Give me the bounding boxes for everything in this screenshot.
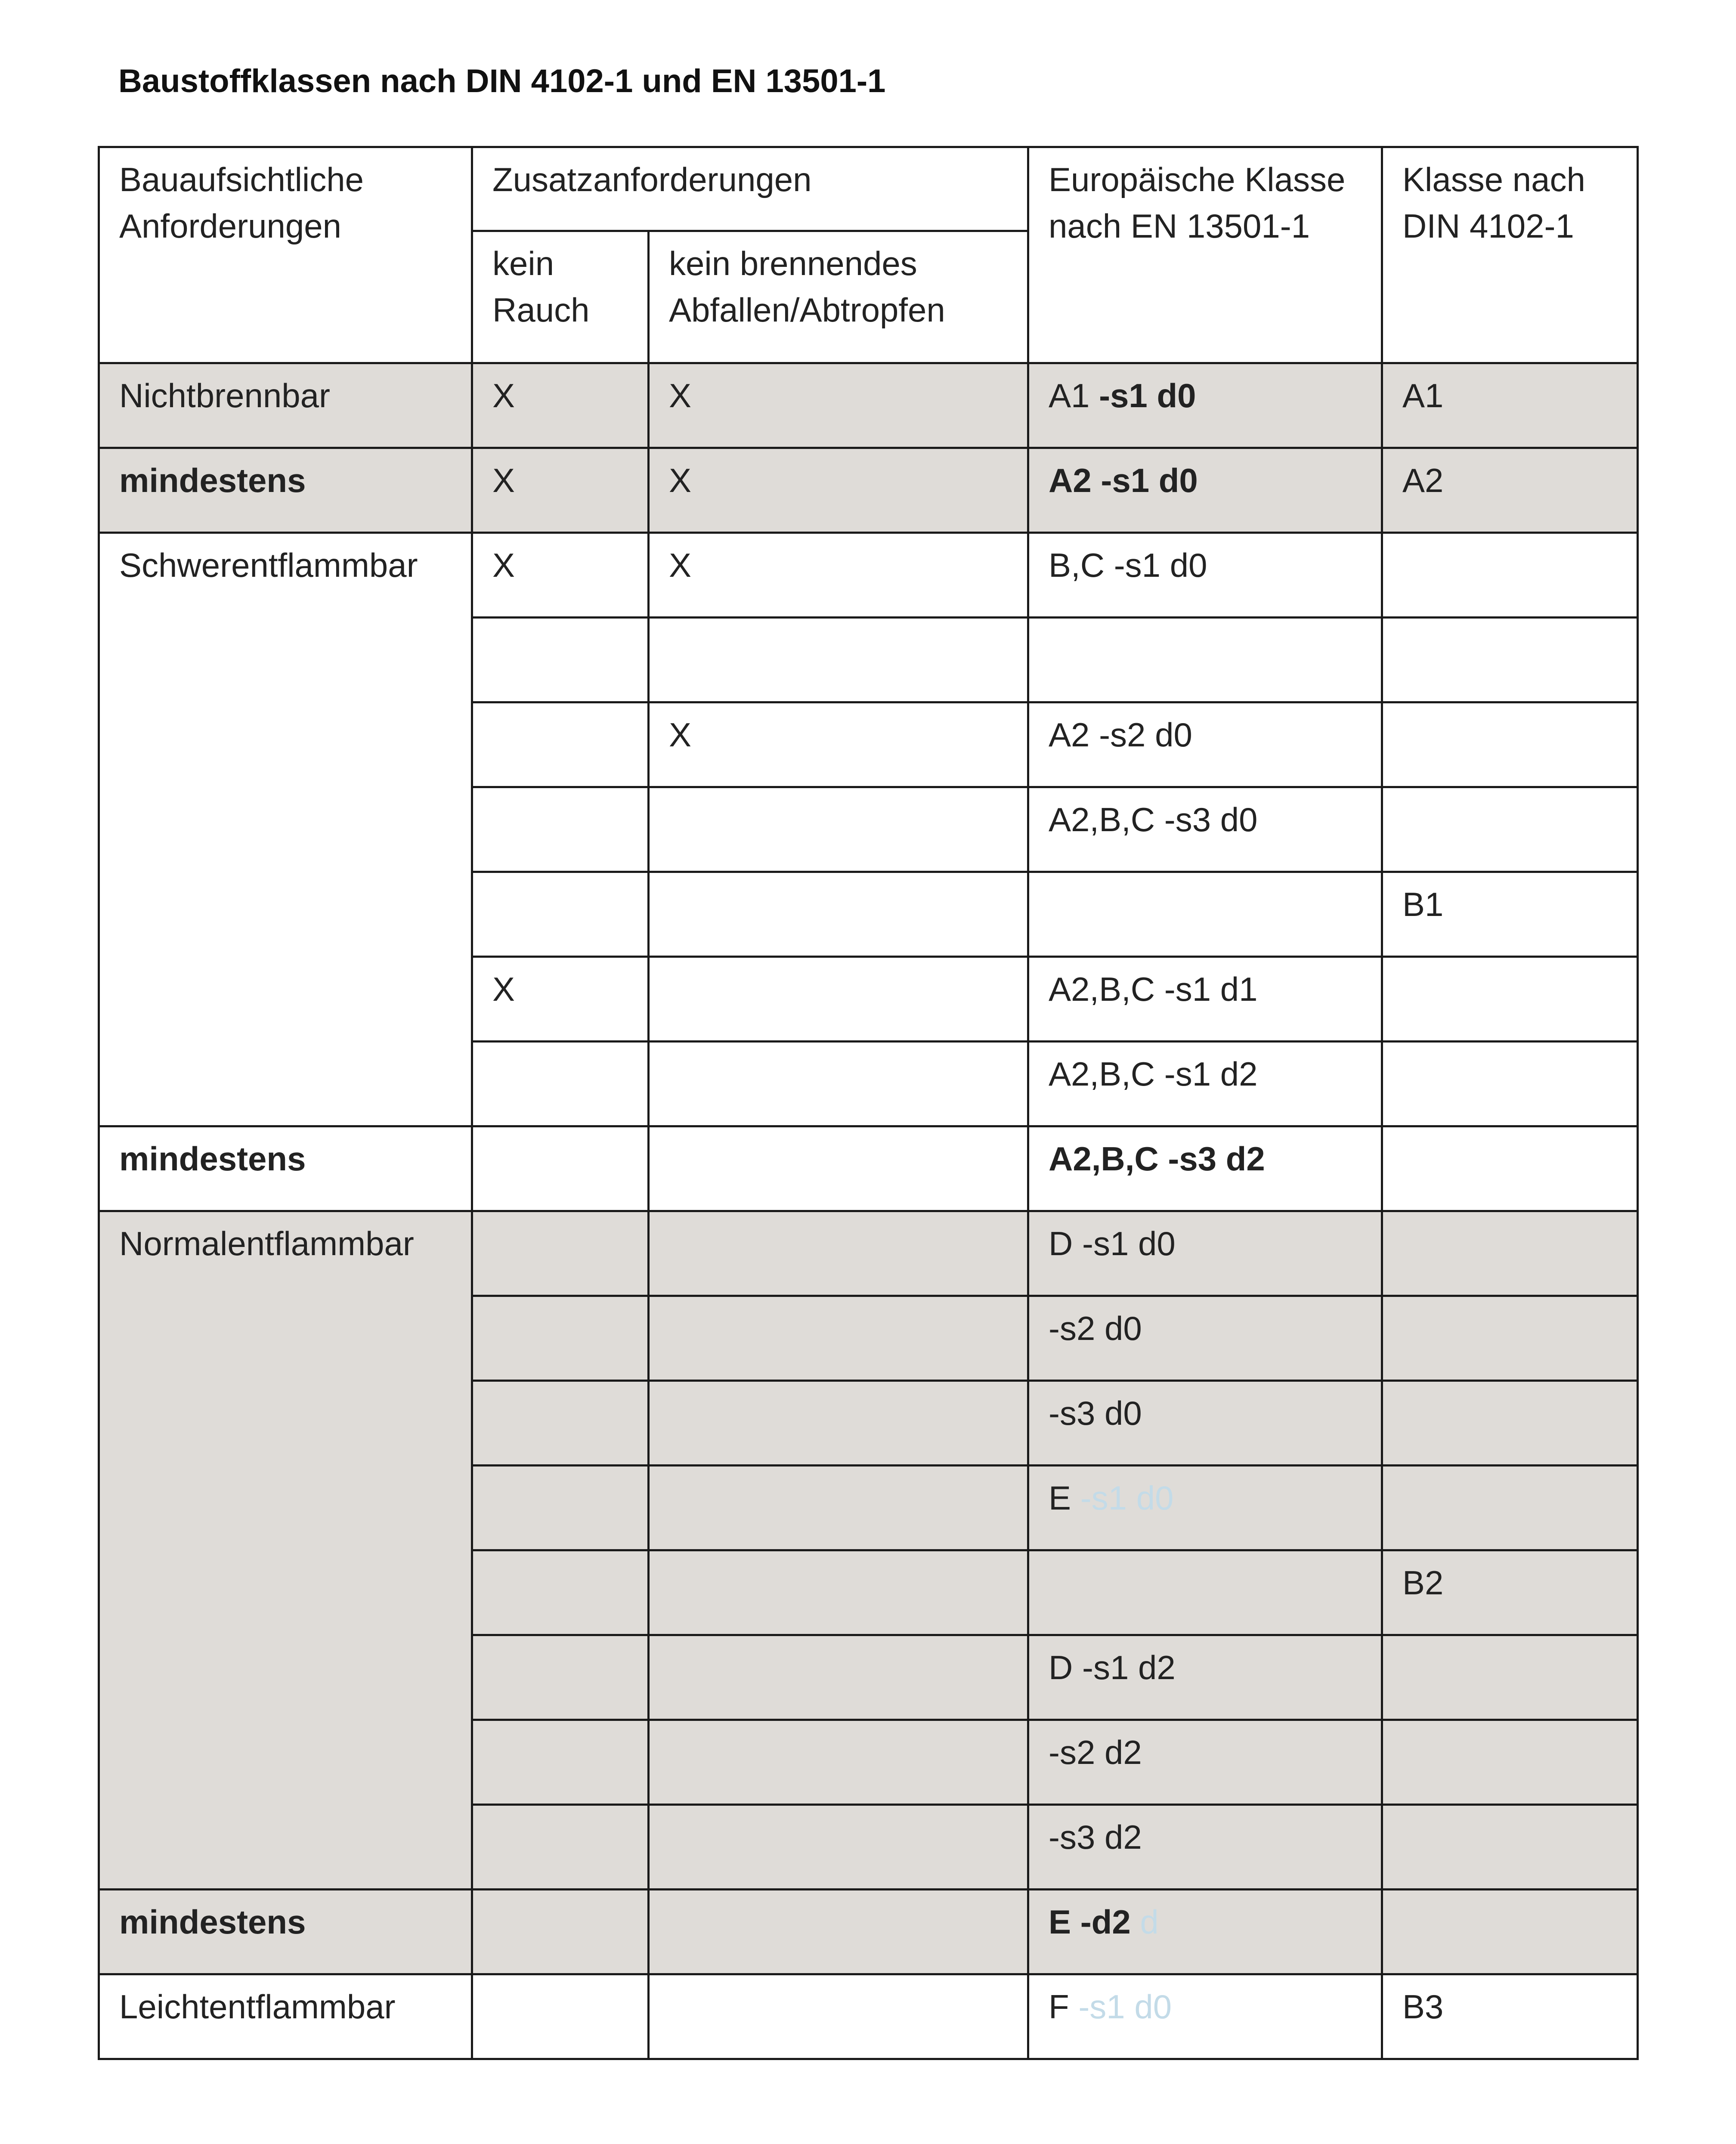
din-class-cell — [1382, 1381, 1638, 1466]
din-class-cell — [1382, 1890, 1638, 1974]
din-class-cell: B2 — [1382, 1550, 1638, 1635]
abtropfen-cell — [649, 1720, 1028, 1805]
abtropfen-cell: X — [649, 533, 1028, 618]
rauch-cell: X — [472, 448, 649, 533]
abtropfen-cell: X — [649, 702, 1028, 787]
eu-class-cell — [1028, 1550, 1382, 1635]
header-europaeische-klasse: Europäische Klasse nach EN 13501-1 — [1028, 147, 1382, 363]
eu-class-text: F — [1049, 1988, 1079, 2026]
rauch-cell: X — [472, 533, 649, 618]
requirement-cell: mindestens — [99, 1126, 472, 1211]
din-class-cell — [1382, 1042, 1638, 1126]
requirement-cell: mindestens — [99, 1890, 472, 1974]
abtropfen-cell — [649, 1466, 1028, 1550]
rauch-cell: X — [472, 957, 649, 1042]
abtropfen-cell — [649, 1974, 1028, 2059]
requirement-cell: Schwerentflammbar — [99, 533, 472, 1126]
din-class-cell — [1382, 1126, 1638, 1211]
requirement-cell: Normalentflammbar — [99, 1211, 472, 1890]
din-class-cell — [1382, 1720, 1638, 1805]
eu-class-cell: A2,B,C -s1 d1 — [1028, 957, 1382, 1042]
abtropfen-cell — [649, 1042, 1028, 1126]
din-class-cell: A2 — [1382, 448, 1638, 533]
eu-class-cell: -s3 d2 — [1028, 1805, 1382, 1890]
eu-class-faint-text: d — [1130, 1903, 1159, 1941]
din-class-cell — [1382, 533, 1638, 618]
din-class-cell — [1382, 1635, 1638, 1720]
rauch-cell — [472, 872, 649, 957]
table-row — [99, 363, 1638, 448]
table-row — [99, 1211, 1638, 1296]
din-class-cell — [1382, 787, 1638, 872]
rauch-cell — [472, 1890, 649, 1974]
header-row-top — [99, 147, 1638, 231]
din-class-cell: B3 — [1382, 1974, 1638, 2059]
rauch-cell — [472, 1805, 649, 1890]
din-class-cell — [1382, 957, 1638, 1042]
din-class-cell — [1382, 1805, 1638, 1890]
header-kein-rauch: kein Rauch — [472, 231, 649, 363]
abtropfen-cell — [649, 1550, 1028, 1635]
rauch-cell — [472, 787, 649, 872]
eu-class-text: E — [1049, 1479, 1080, 1517]
eu-class-cell: A2,B,C -s3 d2 — [1028, 1126, 1382, 1211]
eu-class-cell: D -s1 d2 — [1028, 1635, 1382, 1720]
rauch-cell — [472, 1550, 649, 1635]
rauch-cell — [472, 1635, 649, 1720]
eu-class-cell: B,C -s1 d0 — [1028, 533, 1382, 618]
table-row — [99, 533, 1638, 618]
eu-class-cell — [1028, 872, 1382, 957]
eu-class-cell — [1028, 1890, 1382, 1974]
table-row — [99, 1890, 1638, 1974]
eu-class-cell: A2,B,C -s3 d0 — [1028, 787, 1382, 872]
abtropfen-cell — [649, 872, 1028, 957]
rauch-cell — [472, 1042, 649, 1126]
din-class-cell — [1382, 1211, 1638, 1296]
table-row — [99, 1126, 1638, 1211]
eu-class-cell: D -s1 d0 — [1028, 1211, 1382, 1296]
eu-class-faint-text: -s1 d0 — [1078, 1988, 1172, 2026]
eu-class-cell: A2 -s2 d0 — [1028, 702, 1382, 787]
requirement-cell: Nichtbrennbar — [99, 363, 472, 448]
rauch-cell — [472, 1211, 649, 1296]
abtropfen-cell — [649, 957, 1028, 1042]
din-class-cell — [1382, 702, 1638, 787]
header-bauaufsichtliche: Bauaufsichtliche Anforderungen — [99, 147, 472, 363]
eu-class-cell — [1028, 1466, 1382, 1550]
requirement-cell: Leichtentflammbar — [99, 1974, 472, 2059]
abtropfen-cell — [649, 1211, 1028, 1296]
header-klasse-din: Klasse nach DIN 4102-1 — [1382, 147, 1638, 363]
header-zusatzanforderungen: Zusatzanforderungen — [472, 147, 1028, 231]
abtropfen-cell — [649, 1805, 1028, 1890]
rauch-cell — [472, 618, 649, 702]
table-row — [99, 1974, 1638, 2059]
eu-class-cell — [1028, 618, 1382, 702]
abtropfen-cell — [649, 1126, 1028, 1211]
table-row — [99, 448, 1638, 533]
abtropfen-cell — [649, 1381, 1028, 1466]
rauch-cell — [472, 1126, 649, 1211]
rauch-cell — [472, 1720, 649, 1805]
requirement-cell: mindestens — [99, 448, 472, 533]
rauch-cell — [472, 702, 649, 787]
eu-class-cell: -s2 d2 — [1028, 1720, 1382, 1805]
rauch-cell — [472, 1296, 649, 1381]
eu-class-cell: -s2 d0 — [1028, 1296, 1382, 1381]
eu-class-cell: -s3 d0 — [1028, 1381, 1382, 1466]
din-class-cell — [1382, 1296, 1638, 1381]
eu-class-text: A1 — [1049, 377, 1099, 415]
header-kein-abtropfen: kein brennendes Abfallen/Abtropfen — [649, 231, 1028, 363]
abtropfen-cell — [649, 1635, 1028, 1720]
rauch-cell: X — [472, 363, 649, 448]
abtropfen-cell — [649, 618, 1028, 702]
din-class-cell — [1382, 1466, 1638, 1550]
eu-class-cell — [1028, 363, 1382, 448]
abtropfen-cell — [649, 1296, 1028, 1381]
abtropfen-cell — [649, 787, 1028, 872]
rauch-cell — [472, 1466, 649, 1550]
eu-class-bold-text: E -d2 — [1049, 1903, 1131, 1941]
rauch-cell — [472, 1381, 649, 1466]
eu-class-faint-text: -s1 d0 — [1080, 1479, 1174, 1517]
eu-class-bold-text: -s1 d0 — [1099, 377, 1196, 415]
rauch-cell — [472, 1974, 649, 2059]
baustoffklassen-table — [98, 146, 1639, 2060]
abtropfen-cell: X — [649, 363, 1028, 448]
abtropfen-cell: X — [649, 448, 1028, 533]
din-class-cell: A1 — [1382, 363, 1638, 448]
eu-class-cell: A2 -s1 d0 — [1028, 448, 1382, 533]
eu-class-cell — [1028, 1974, 1382, 2059]
abtropfen-cell — [649, 1890, 1028, 1974]
eu-class-cell: A2,B,C -s1 d2 — [1028, 1042, 1382, 1126]
din-class-cell: B1 — [1382, 872, 1638, 957]
din-class-cell — [1382, 618, 1638, 702]
document-title: Baustoffklassen nach DIN 4102-1 und EN 13501-1 — [118, 63, 886, 99]
